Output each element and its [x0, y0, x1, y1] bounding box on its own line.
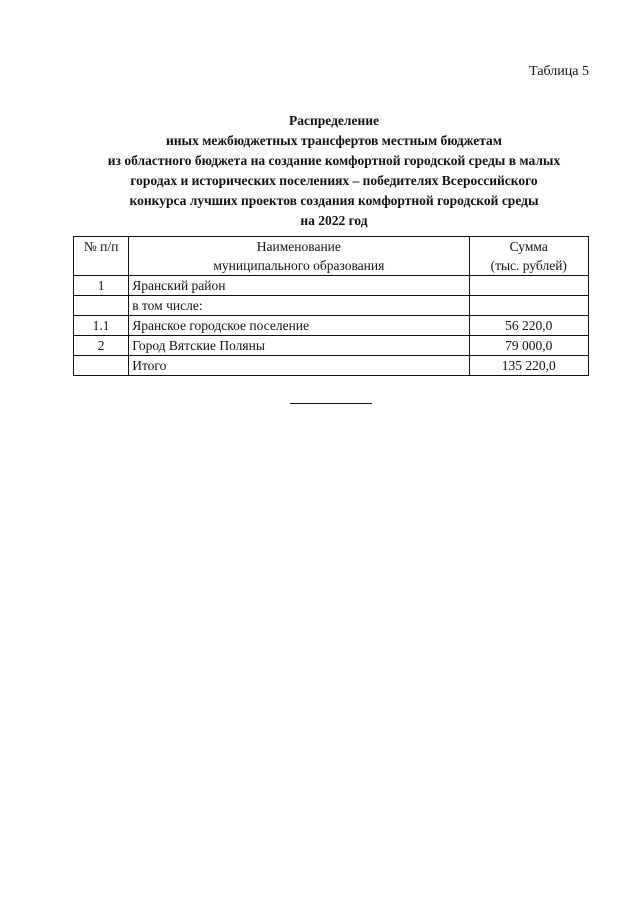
table-header-row	[74, 237, 589, 276]
title-line: Распределение	[288, 113, 380, 128]
header-sum	[469, 237, 588, 276]
table-number-label: Таблица 5	[529, 64, 589, 79]
row-num: 2	[74, 336, 129, 356]
table-row	[74, 336, 589, 356]
document-title	[50, 111, 618, 231]
row-sum	[469, 276, 588, 296]
title-line: иных межбюджетных трансфертов местным бюджетам	[166, 133, 502, 148]
table-row	[74, 296, 589, 316]
row-sum: 56 220,0	[469, 316, 588, 336]
table-row-total	[74, 356, 589, 376]
title-line: из областного бюджета на создание комфортной городской среды в малых	[107, 153, 561, 168]
title-line: конкурса лучших проектов создания комфортной городской среды	[129, 193, 539, 208]
header-sum-line2: (тыс. рублей)	[490, 258, 567, 273]
row-name: в том числе:	[129, 296, 469, 316]
row-name: Яранское городское поселение	[129, 316, 469, 336]
closing-divider	[290, 403, 372, 404]
row-num	[74, 356, 129, 376]
title-line: на 2022 год	[300, 213, 368, 228]
row-num: 1.1	[74, 316, 129, 336]
row-name: Итого	[129, 356, 469, 376]
row-num: 1	[74, 276, 129, 296]
row-name: Город Вятские Поляны	[129, 336, 469, 356]
header-sum-line1: Сумма	[509, 239, 548, 254]
row-sum	[469, 296, 588, 316]
table-row	[74, 276, 589, 296]
row-name: Яранский район	[129, 276, 469, 296]
row-num	[74, 296, 129, 316]
header-name-line1: Наименование	[256, 239, 341, 254]
table-row	[74, 316, 589, 336]
title-line: городах и исторических поселениях – победителях Всероссийского	[130, 173, 538, 188]
header-num: № п/п	[74, 237, 129, 276]
header-name	[129, 237, 469, 276]
row-sum: 79 000,0	[469, 336, 588, 356]
header-name-line2: муниципального образования	[213, 258, 385, 273]
row-sum: 135 220,0	[469, 356, 588, 376]
distribution-table	[73, 236, 589, 376]
